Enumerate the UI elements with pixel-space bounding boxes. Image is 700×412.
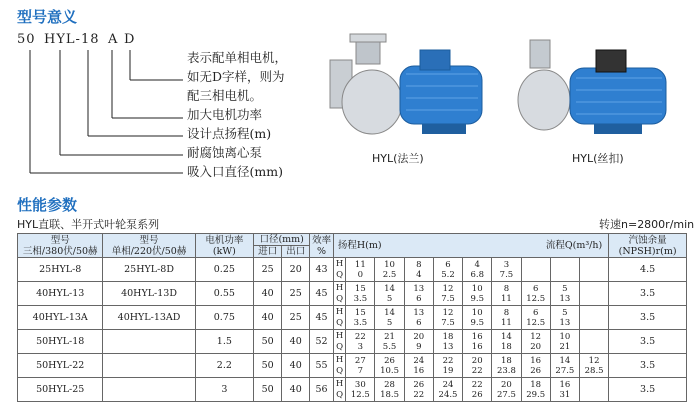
flow-value: 13 bbox=[559, 293, 571, 304]
head-value: 28 bbox=[384, 379, 395, 390]
flow-value: 26 bbox=[530, 365, 542, 376]
flow-value: 13 bbox=[559, 317, 571, 328]
head-value: 22 bbox=[471, 379, 483, 390]
performance-point bbox=[404, 258, 433, 282]
performance-point bbox=[579, 282, 608, 306]
model-three-phase: 50HYL-25 bbox=[18, 378, 103, 402]
motor-power: 2.2 bbox=[195, 354, 253, 378]
table-row bbox=[18, 354, 687, 378]
performance-point bbox=[492, 330, 521, 354]
performance-point bbox=[579, 258, 608, 282]
performance-point bbox=[463, 354, 492, 378]
head-value: 22 bbox=[354, 331, 366, 342]
performance-point bbox=[521, 330, 550, 354]
flow-value: 23.8 bbox=[496, 365, 516, 376]
flow-value: 26 bbox=[471, 389, 483, 400]
performance-point bbox=[521, 282, 550, 306]
header-flow-label: 流程Q(m³/h) bbox=[545, 240, 603, 251]
head-value: 20 bbox=[413, 331, 425, 342]
flow-value: 24.5 bbox=[438, 389, 458, 400]
outlet-diameter: 40 bbox=[282, 354, 310, 378]
npsh-value: 3.5 bbox=[609, 378, 687, 402]
h-label: H bbox=[335, 282, 344, 293]
performance-point bbox=[550, 282, 579, 306]
efficiency: 45 bbox=[310, 306, 334, 330]
inlet-diameter: 25 bbox=[254, 258, 282, 282]
flow-value: 29.5 bbox=[526, 389, 546, 400]
h-label: H bbox=[335, 258, 344, 269]
head-value: 22 bbox=[442, 355, 454, 366]
caption-flange: HYL(法兰) bbox=[372, 152, 424, 165]
motor-power: 0.55 bbox=[195, 282, 253, 306]
model-single-phase bbox=[103, 378, 195, 402]
desc-pump-type: 耐腐蚀离心泵 bbox=[187, 145, 263, 160]
model-code-part2: HYL-18 bbox=[44, 32, 100, 47]
performance-point bbox=[579, 378, 608, 402]
performance-point bbox=[463, 306, 492, 330]
efficiency: 55 bbox=[310, 354, 334, 378]
model-single-phase bbox=[103, 330, 195, 354]
npsh-value: 3.5 bbox=[609, 282, 687, 306]
head-value: 26 bbox=[384, 355, 395, 366]
performance-point bbox=[579, 306, 608, 330]
flow-value: 13 bbox=[442, 341, 454, 352]
outlet-diameter: 25 bbox=[282, 306, 310, 330]
flow-value: 0 bbox=[357, 269, 364, 280]
model-three-phase: 40HYL-13 bbox=[18, 282, 103, 306]
q-label: Q bbox=[336, 365, 344, 376]
head-value: 18 bbox=[501, 355, 512, 366]
header-single-phase-label: 单相/220伏/50赫 bbox=[111, 245, 187, 257]
head-value: 20 bbox=[501, 379, 512, 390]
performance-point bbox=[521, 354, 550, 378]
performance-point bbox=[463, 378, 492, 402]
performance-point bbox=[521, 258, 550, 282]
series-title: HYL直联、半开式叶轮泵系列 bbox=[17, 218, 160, 231]
performance-title: 性能参数 bbox=[17, 196, 78, 214]
header-npsh-label: 汽蚀余量 bbox=[628, 234, 667, 246]
table-row bbox=[18, 282, 687, 306]
head-value: 24 bbox=[413, 355, 425, 366]
model-three-phase: 25HYL-8 bbox=[18, 258, 103, 282]
header-head-label: 扬程H(m) bbox=[337, 240, 382, 251]
model-single-phase: 40HYL-13AD bbox=[103, 306, 195, 330]
performance-point bbox=[375, 258, 404, 282]
performance-point bbox=[375, 306, 404, 330]
flow-value: 16 bbox=[413, 365, 425, 376]
head-value: 12 bbox=[530, 331, 542, 342]
header-efficiency bbox=[310, 234, 334, 258]
performance-point bbox=[346, 306, 375, 330]
q-label: Q bbox=[336, 341, 344, 352]
flow-value: 31 bbox=[559, 389, 571, 400]
header-model-label: 型号 bbox=[50, 234, 70, 246]
model-single-phase: 40HYL-13D bbox=[103, 282, 195, 306]
head-value: 10 bbox=[471, 283, 483, 294]
flow-value: 4 bbox=[416, 269, 422, 280]
outlet-diameter: 25 bbox=[282, 282, 310, 306]
head-value: 13 bbox=[413, 283, 425, 294]
head-value: 6 bbox=[532, 307, 539, 318]
performance-point bbox=[463, 330, 492, 354]
desc-single-phase-1: 表示配单相电机， bbox=[187, 50, 288, 65]
performance-point bbox=[463, 258, 492, 282]
motor-power: 1.5 bbox=[195, 330, 253, 354]
performance-point bbox=[346, 282, 375, 306]
head-value: 21 bbox=[384, 331, 395, 342]
flow-value: 22 bbox=[413, 389, 425, 400]
header-model-label-2: 型号 bbox=[139, 234, 159, 246]
head-value: 14 bbox=[384, 307, 395, 318]
header-head-flow bbox=[333, 234, 608, 258]
head-value: 8 bbox=[416, 259, 422, 270]
header-single-phase bbox=[103, 234, 195, 258]
flow-value: 3.5 bbox=[353, 293, 368, 304]
motor-power: 0.75 bbox=[195, 306, 253, 330]
flow-value: 20 bbox=[530, 341, 542, 352]
head-value: 8 bbox=[503, 307, 510, 318]
flow-value: 3.5 bbox=[353, 317, 368, 328]
head-value: 6 bbox=[532, 283, 539, 294]
performance-point bbox=[375, 330, 404, 354]
head-value: 11 bbox=[354, 259, 366, 270]
flow-value: 6.8 bbox=[470, 269, 484, 280]
flow-value: 5 bbox=[386, 293, 393, 304]
npsh-value: 3.5 bbox=[609, 354, 687, 378]
desc-head: 设计点扬程(m) bbox=[187, 126, 272, 141]
header-npsh bbox=[609, 234, 687, 258]
flow-value: 12.5 bbox=[526, 317, 546, 328]
header-npsh-unit: (NPSH)r(m) bbox=[618, 245, 677, 257]
performance-point bbox=[492, 354, 521, 378]
performance-point bbox=[433, 354, 462, 378]
performance-point bbox=[433, 258, 462, 282]
desc-motor-power: 加大电机功率 bbox=[187, 107, 263, 122]
flow-value: 5.2 bbox=[441, 269, 455, 280]
header-bore: 口径(mm) bbox=[254, 234, 310, 246]
head-value: 16 bbox=[530, 355, 542, 366]
performance-point bbox=[550, 306, 579, 330]
header-three-phase-label: 三相/380伏/50赫 bbox=[22, 245, 98, 257]
flow-value: 27.5 bbox=[496, 389, 516, 400]
efficiency: 52 bbox=[310, 330, 334, 354]
header-power-label: 电机功率 bbox=[205, 234, 244, 246]
flow-value: 16 bbox=[471, 341, 483, 352]
head-value: 10 bbox=[471, 307, 483, 318]
performance-point bbox=[346, 258, 375, 282]
npsh-value: 3.5 bbox=[609, 306, 687, 330]
table-row bbox=[18, 306, 687, 330]
head-value: 5 bbox=[562, 307, 568, 318]
flow-value: 12.5 bbox=[350, 389, 370, 400]
performance-point bbox=[375, 378, 404, 402]
flow-value: 6 bbox=[416, 317, 422, 328]
model-code-part3: A bbox=[108, 32, 119, 47]
flow-value: 11 bbox=[501, 293, 512, 304]
head-value: 12 bbox=[442, 307, 454, 318]
header-eff-label: 效率 bbox=[312, 234, 332, 246]
efficiency: 56 bbox=[310, 378, 334, 402]
motor-power: 3 bbox=[195, 378, 253, 402]
model-single-phase: 25HYL-8D bbox=[103, 258, 195, 282]
head-value: 4 bbox=[474, 259, 480, 270]
flow-value: 9 bbox=[416, 341, 422, 352]
inlet-diameter: 50 bbox=[254, 354, 282, 378]
flow-value: 10.5 bbox=[380, 365, 400, 376]
npsh-value: 4.5 bbox=[609, 258, 687, 282]
flow-value: 22 bbox=[471, 365, 483, 376]
performance-point bbox=[492, 306, 521, 330]
flow-value: 21 bbox=[559, 341, 571, 352]
model-description bbox=[187, 48, 287, 181]
model-code-part4: D bbox=[124, 32, 136, 47]
model-single-phase bbox=[103, 354, 195, 378]
performance-point bbox=[579, 330, 608, 354]
head-value: 14 bbox=[501, 331, 512, 342]
performance-point bbox=[433, 330, 462, 354]
h-label: H bbox=[335, 378, 344, 389]
desc-single-phase-2: 如无D字样，则为 bbox=[187, 69, 285, 84]
desc-single-phase-3: 配三相电机。 bbox=[187, 88, 263, 103]
outlet-diameter: 40 bbox=[282, 330, 310, 354]
performance-point bbox=[492, 258, 521, 282]
head-value: 14 bbox=[384, 283, 395, 294]
performance-point bbox=[346, 354, 375, 378]
head-value: 12 bbox=[588, 355, 600, 366]
motor-power: 0.25 bbox=[195, 258, 253, 282]
outlet-diameter: 20 bbox=[282, 258, 310, 282]
head-value: 18 bbox=[442, 331, 454, 342]
performance-point bbox=[433, 282, 462, 306]
performance-point bbox=[404, 282, 433, 306]
model-three-phase: 40HYL-13A bbox=[18, 306, 103, 330]
flow-value: 5 bbox=[386, 317, 393, 328]
performance-point bbox=[492, 378, 521, 402]
flow-value: 27.5 bbox=[555, 365, 575, 376]
efficiency: 43 bbox=[310, 258, 334, 282]
flow-value: 5.5 bbox=[382, 341, 397, 352]
table-row bbox=[18, 330, 687, 354]
header-power-unit: (kW) bbox=[212, 245, 236, 257]
hq-label bbox=[333, 378, 345, 402]
flow-value: 9.5 bbox=[470, 317, 484, 328]
flow-value: 28.5 bbox=[584, 365, 604, 376]
performance-point bbox=[550, 258, 579, 282]
hq-label bbox=[333, 258, 345, 282]
caption-thread: HYL(丝扣) bbox=[572, 152, 624, 165]
model-code-part1: 50 bbox=[17, 32, 36, 47]
performance-point bbox=[550, 330, 579, 354]
desc-inlet-diameter: 吸入口直径(mm) bbox=[187, 164, 283, 179]
table-row bbox=[18, 258, 687, 282]
table-row bbox=[18, 378, 687, 402]
hq-label bbox=[333, 354, 345, 378]
outlet-diameter: 40 bbox=[282, 378, 310, 402]
performance-point bbox=[375, 282, 404, 306]
h-label: H bbox=[335, 354, 344, 365]
h-label: H bbox=[335, 306, 344, 317]
flow-value: 9.5 bbox=[470, 293, 484, 304]
inlet-diameter: 50 bbox=[254, 330, 282, 354]
head-value: 15 bbox=[354, 283, 366, 294]
model-three-phase: 50HYL-18 bbox=[18, 330, 103, 354]
head-value: 20 bbox=[471, 355, 483, 366]
q-label: Q bbox=[336, 317, 344, 328]
efficiency: 45 bbox=[310, 282, 334, 306]
header-power bbox=[195, 234, 253, 258]
head-value: 18 bbox=[530, 379, 542, 390]
performance-point bbox=[550, 378, 579, 402]
head-value: 15 bbox=[354, 307, 366, 318]
flow-value: 7 bbox=[357, 365, 364, 376]
performance-point bbox=[404, 306, 433, 330]
header-outlet: 出口 bbox=[282, 246, 310, 258]
head-value: 6 bbox=[445, 259, 451, 270]
head-value: 30 bbox=[354, 379, 366, 390]
flow-value: 19 bbox=[442, 365, 454, 376]
flow-value: 18 bbox=[501, 341, 512, 352]
q-label: Q bbox=[336, 389, 344, 400]
performance-point bbox=[433, 306, 462, 330]
speed-label: 转速n=2800r/min bbox=[599, 218, 695, 231]
model-meaning-title: 型号意义 bbox=[17, 8, 78, 26]
head-value: 13 bbox=[413, 307, 425, 318]
head-value: 16 bbox=[559, 379, 571, 390]
q-label: Q bbox=[336, 293, 344, 304]
head-value: 10 bbox=[384, 259, 395, 270]
header-three-phase bbox=[18, 234, 103, 258]
head-value: 24 bbox=[442, 379, 454, 390]
performance-point bbox=[521, 306, 550, 330]
inlet-diameter: 50 bbox=[254, 378, 282, 402]
performance-point bbox=[404, 354, 433, 378]
head-value: 27 bbox=[354, 355, 366, 366]
header-eff-unit: % bbox=[317, 245, 327, 257]
hq-label bbox=[333, 306, 345, 330]
flow-value: 7.5 bbox=[499, 269, 514, 280]
inlet-diameter: 40 bbox=[254, 282, 282, 306]
head-value: 3 bbox=[503, 259, 510, 270]
model-three-phase: 50HYL-22 bbox=[18, 354, 103, 378]
head-value: 16 bbox=[471, 331, 483, 342]
performance-point bbox=[404, 378, 433, 402]
head-value: 5 bbox=[562, 283, 568, 294]
q-label: Q bbox=[336, 269, 344, 280]
flow-value: 12.5 bbox=[526, 293, 546, 304]
flow-value: 18.5 bbox=[380, 389, 400, 400]
head-value: 10 bbox=[559, 331, 571, 342]
npsh-value: 3.5 bbox=[609, 330, 687, 354]
performance-point bbox=[346, 330, 375, 354]
flow-value: 7.5 bbox=[441, 293, 455, 304]
performance-point bbox=[550, 354, 579, 378]
flow-value: 2.5 bbox=[382, 269, 397, 280]
performance-point bbox=[492, 282, 521, 306]
performance-point bbox=[404, 330, 433, 354]
flow-value: 11 bbox=[501, 317, 512, 328]
inlet-diameter: 40 bbox=[254, 306, 282, 330]
performance-point bbox=[433, 378, 462, 402]
pump-flange-image bbox=[322, 30, 502, 150]
head-value: 8 bbox=[503, 283, 510, 294]
head-value: 26 bbox=[413, 379, 425, 390]
flow-value: 3 bbox=[357, 341, 364, 352]
performance-point bbox=[521, 378, 550, 402]
flow-value: 6 bbox=[416, 293, 422, 304]
pump-thread-image bbox=[508, 34, 688, 150]
model-code-leader-lines bbox=[0, 0, 200, 190]
header-inlet: 进口 bbox=[254, 246, 282, 258]
hq-label bbox=[333, 330, 345, 354]
performance-point bbox=[463, 282, 492, 306]
performance-point bbox=[346, 378, 375, 402]
head-value: 12 bbox=[442, 283, 454, 294]
h-label: H bbox=[335, 330, 344, 341]
hq-label bbox=[333, 282, 345, 306]
performance-point bbox=[579, 354, 608, 378]
performance-table bbox=[17, 233, 687, 402]
flow-value: 7.5 bbox=[441, 317, 455, 328]
head-value: 14 bbox=[559, 355, 571, 366]
performance-point bbox=[375, 354, 404, 378]
